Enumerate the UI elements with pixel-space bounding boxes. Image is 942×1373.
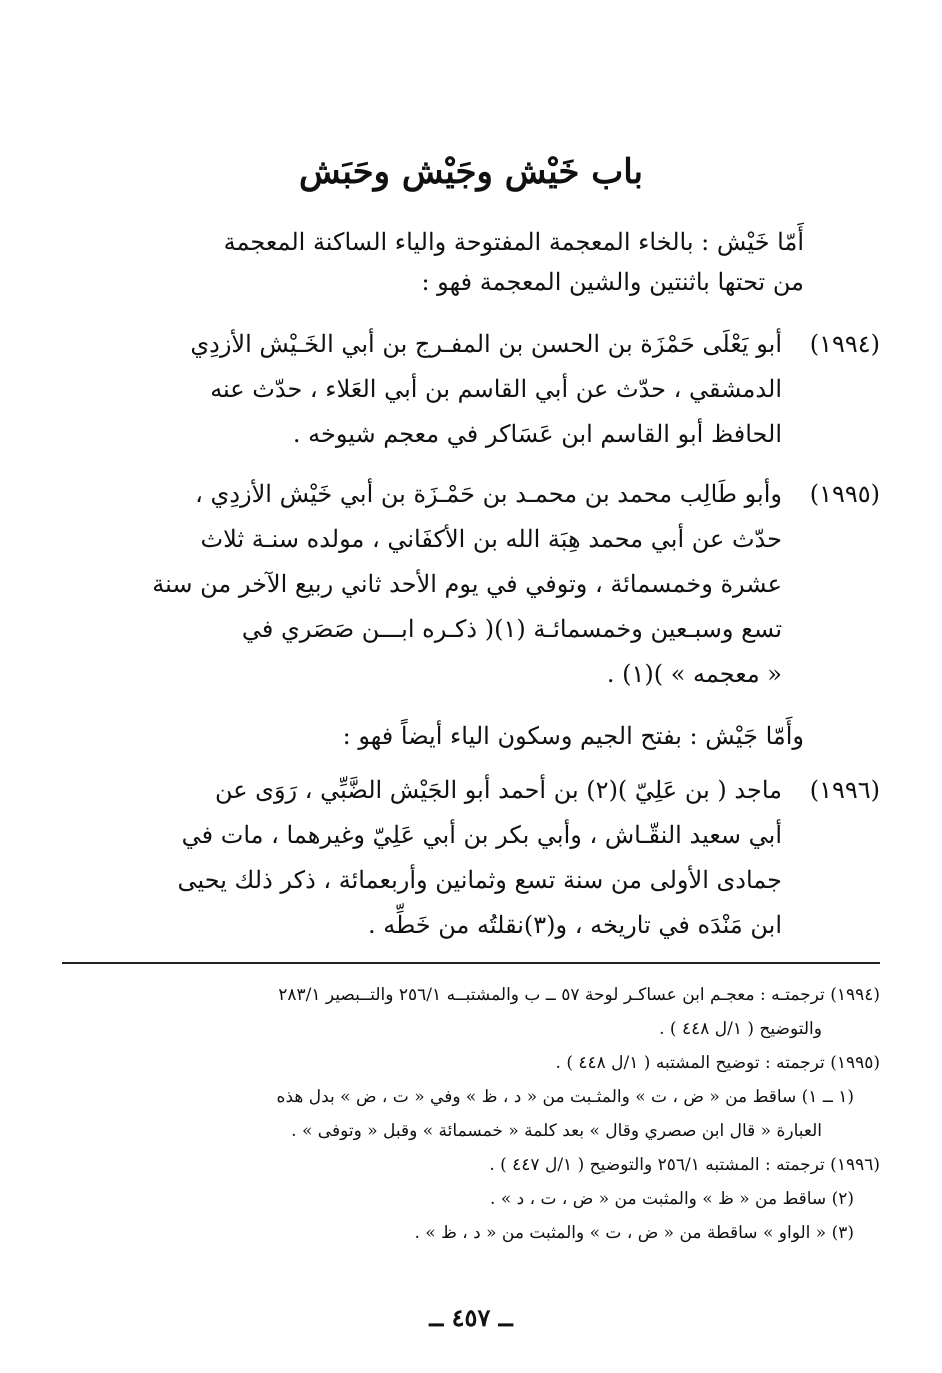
- entry-line: حدّث عن أبي محمد هِبَة الله بن الأكفَاني ، مولده سنـة ثلاث: [200, 525, 782, 553]
- entry-1996: [60, 768, 880, 948]
- entry-line: ابن مَنْدَه في تاريخه ، و(٣)نقلتُه من خَطِّه .: [368, 911, 782, 939]
- intro-line: أَمّا خَيْش : بالخاء المعجمة المفتوحة والياء الساكنة المعجمة: [223, 228, 804, 256]
- entry-line: وأبو طَالِب محمد بن محمـد بن حَمْـزَة بن أبي خَيْش الأزدِي ،: [195, 480, 782, 508]
- entry-line: عشرة وخمسمائة ، وتوفي في يوم الأحد ثاني ربيع الآخر من سنة: [152, 570, 782, 598]
- intro-line: من تحتها باثنتين والشين المعجمة فهو :: [421, 268, 804, 296]
- footnote-list: [62, 978, 880, 1250]
- entry-line: تسع وسبـعين وخمسمائـة (١)( ذكـره ابـــن صَصَري في: [241, 615, 782, 643]
- intro-khaysh: [184, 222, 804, 302]
- entry-number: (١٩٩٦): [809, 776, 880, 804]
- entry-line: ماجد ( بن عَلِيّ )(٢) بن أحمد أبو الجَيْش الضَّبِّي ، رَوَى عن: [214, 776, 782, 804]
- entry-number: (١٩٩٤): [809, 330, 880, 358]
- footnote-line: (١٩٩٤) ترجمتـه : معجـم ابن عساكـر لوحة ٥٧ ــ ب والمشتبــه ٢٥٦/١ والتــبصير ٢٨٣/١: [278, 985, 880, 1005]
- entry-1995: [60, 472, 880, 697]
- footnote-line: (١٩٩٥) ترجمته : توضيح المشتبه ( ١/ل ٤٤٨ ) .: [555, 1053, 880, 1073]
- chapter-title: باب خَيْش وجَيْش وحَبَش: [298, 152, 644, 192]
- intro-jaysh: [184, 716, 804, 756]
- intro-line: وأَمّا جَيْش : بفتح الجيم وسكون الياء أيضاً فهو :: [342, 722, 804, 750]
- entry-body: [60, 322, 782, 457]
- page-number: ــ ٤٥٧ ــ: [429, 1303, 513, 1332]
- entry-line: أبي سعيد النقّـاش ، وأبي بكر بن أبي عَلِيّ وغيرهما ، مات في: [181, 821, 782, 849]
- footnote-line: (٣) « الواو » ساقطة من « ض ، ت » والمثبت من « د ، ظ » .: [414, 1223, 854, 1243]
- entry-line: أبو يَعْلَى حَمْزَة بن الحسن بن المفـرج بن أبي الخَـيْش الأزدِي: [190, 330, 782, 358]
- entry-line: الحافظ أبو القاسم ابن عَسَاكر في معجم شيوخه .: [292, 420, 782, 448]
- entry-1994: [60, 322, 880, 457]
- entry-number: (١٩٩٥): [809, 480, 880, 508]
- entry-body: [60, 472, 782, 697]
- footnote-line: والتوضيح ( ١/ل ٤٤٨ ) .: [659, 1019, 822, 1039]
- footnotes: [62, 978, 880, 1250]
- footnote-line: (١٩٩٦) ترجمته : المشتبه ٢٥٦/١ والتوضيح ( ١/ل ٤٤٧ ) .: [489, 1155, 880, 1175]
- footnote-separator: [62, 962, 880, 964]
- footnote-line: (٢) ساقط من « ظ » والمثبت من « ض ، ت ، د » .: [490, 1189, 854, 1209]
- entry-line: « معجمه » )(١) .: [606, 660, 782, 688]
- footnote-line: العبارة « قال ابن صصري وقال » بعد كلمة « خمسمائة » وقبل « وتوفى » .: [291, 1121, 822, 1141]
- entry-line: جمادى الأولى من سنة تسع وثمانين وأربعمائة ، ذكر ذلك يحيى: [177, 866, 782, 894]
- entry-body: [60, 768, 782, 948]
- footnote-line: (١ ــ ١) ساقط من « ض ، ت » والمثـبت من « د ، ظ » وفي « ت ، ض » بدل هذه: [276, 1087, 854, 1107]
- entry-line: الدمشقي ، حدّث عن أبي القاسم بن أبي العَلاء ، حدّث عنه: [210, 375, 782, 403]
